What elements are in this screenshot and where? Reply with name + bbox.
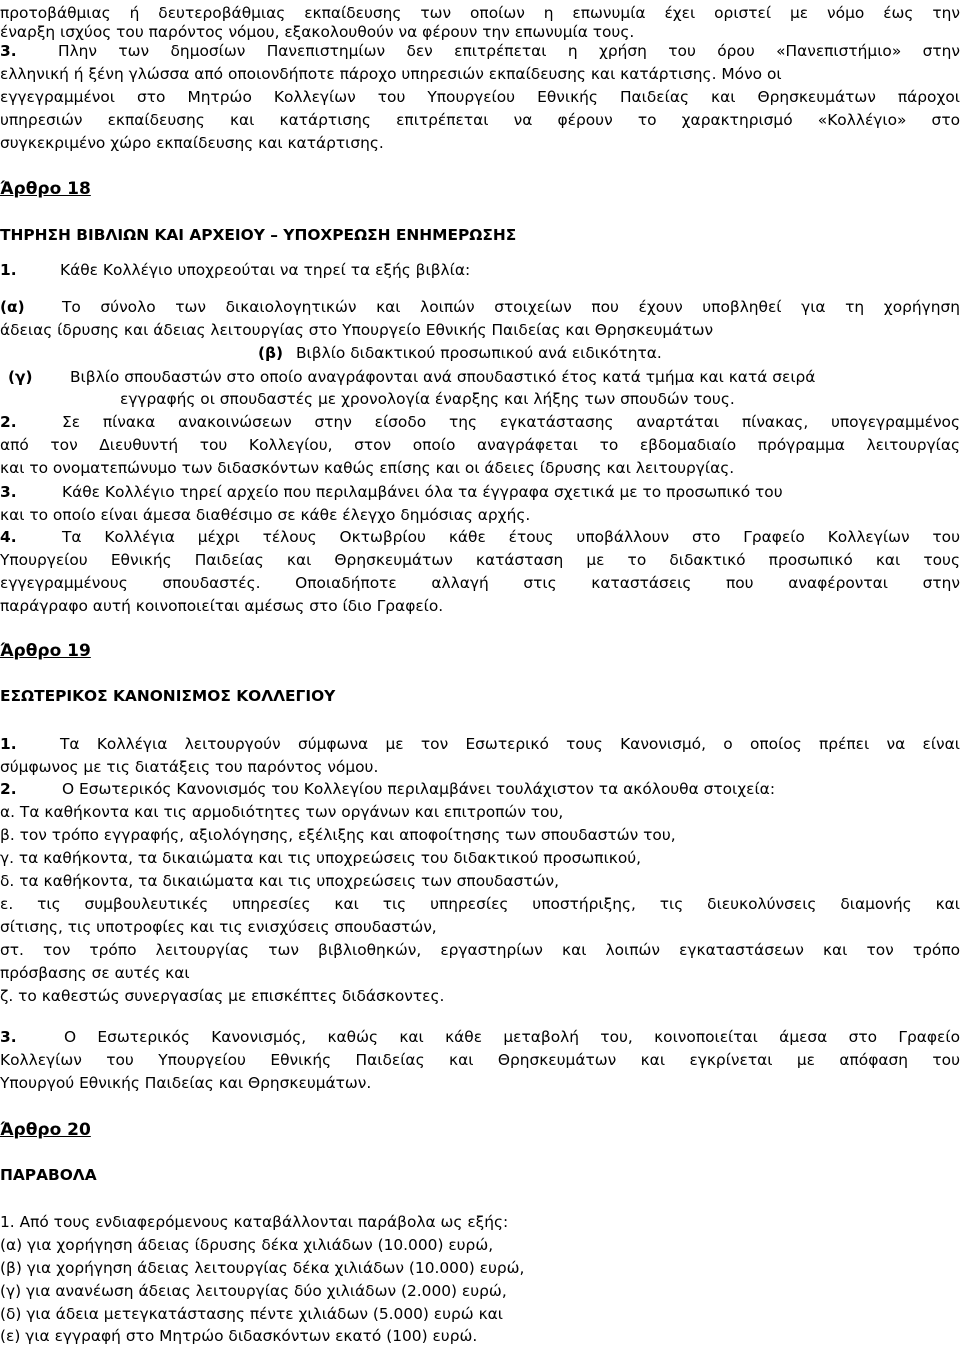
article-19-title: ΕΣΩΤΕΡΙΚΟΣ ΚΑΝΟΝΙΣΜΟΣ ΚΟΛΛΕΓΙΟΥ (0, 687, 336, 705)
paragraph-number: 3. (0, 1028, 17, 1046)
list-item: δ. τα καθήκοντα, τα δικαιώματα και τις υποχρεώσεις των σπουδαστών, (0, 872, 559, 890)
text-line: σύμφωνος με τις διατάξεις του παρόντος νόμου. (0, 758, 379, 776)
art19-paragraph-3 (0, 1026, 960, 1049)
list-item: (δ) για άδεια μετεγκατάστασης πέντε χιλιάδων (5.000) ευρώ και (0, 1305, 503, 1323)
art18-paragraph-2 (0, 411, 960, 434)
list-item: (ε) για εγγραφή στο Μητρώο διδασκόντων εκατό (100) ευρώ. (0, 1327, 478, 1345)
list-item: ε. τις συμβουλευτικές υπηρεσίες και τις υπηρεσίες υποστήριξης, τις διευκολύνσεις διαμονής και (0, 895, 960, 913)
art20-paragraph-1: 1. Από τους ενδιαφερόμενους καταβάλλονται παράβολα ως εξής: (0, 1213, 509, 1231)
text-line: παράγραφο αυτή κοινοποιείται αμέσως στο ίδιο Γραφείο. (0, 597, 444, 615)
article-18-heading: Άρθρο 18 (0, 179, 91, 199)
text-line: Υπουργείου Εθνικής Παιδείας και Θρησκευμάτων κατάσταση με το διδακτικό προσωπικό και τους (0, 551, 960, 569)
paragraph-number: 1. (0, 261, 17, 279)
paragraph-number: 3. (0, 483, 17, 501)
paragraph-number: 1. (0, 735, 17, 753)
text-line: και το ονοματεπώνυμο των διδασκόντων καθώς επίσης και οι άδειες ίδρυσης και λειτουργίας. (0, 459, 735, 477)
text-line: συγκεκριμένο χώρο εκπαίδευσης και κατάρτισης. (0, 134, 384, 152)
paragraph-number: 2. (0, 413, 17, 431)
art18-item-c (8, 366, 960, 389)
text-line: πρόσβασης σε αυτές και (0, 964, 190, 982)
text-line: και το οποίο είναι άμεσα διαθέσιμο σε κάθε έλεγχο δημόσιας αρχής. (0, 506, 531, 524)
art18-item-b (258, 342, 960, 365)
list-item: α. Τα καθήκοντα και τις αρμοδιότητες των οργάνων και επιτροπών του, (0, 803, 564, 821)
text-line: εγγεγραμμένοι στο Μητρώο Κολλεγίων του Υπουργείου Εθνικής Παιδείας και Θρησκευμάτων πάροχοι (0, 88, 960, 106)
list-item: στ. τον τρόπο λειτουργίας των βιβλιοθηκών, εργαστηρίων και λοιπών εγκαταστάσεων και τον τρόπο (0, 941, 960, 959)
list-item: γ. τα καθήκοντα, τα δικαιώματα και τις υποχρεώσεις του διδακτικού προσωπικού, (0, 849, 642, 867)
art19-paragraph-2 (0, 778, 960, 801)
art18-paragraph-1 (0, 259, 960, 282)
paragraph-3-line (0, 40, 960, 63)
item-label: (β) (258, 344, 284, 362)
text: Κάθε Κολλέγιο τηρεί αρχείο που περιλαμβάνει όλα τα έγγραφα σχετικά με το προσωπικό του (62, 483, 783, 501)
art18-paragraph-4 (0, 526, 960, 549)
list-item: ζ. το καθεστώς συνεργασίας με επισκέπτες διδάσκοντες. (0, 987, 445, 1005)
text-line: ελληνική ή ξένη γλώσσα από οποιονδήποτε πάροχο υπηρεσιών εκπαίδευσης και κατάρτισης. Μόνο οι (0, 65, 782, 83)
text: Πλην των δημοσίων Πανεπιστημίων δεν επιτρέπεται η χρήση του όρου «Πανεπιστήμιο» στην (58, 42, 960, 60)
text: Ο Εσωτερικός Κανονισμός του Κολλεγίου περιλαμβάνει τουλάχιστον τα ακόλουθα στοιχεία: (62, 780, 776, 798)
text: Βιβλίο διδακτικού προσωπικού ανά ειδικότητα. (296, 344, 662, 362)
art18-paragraph-3 (0, 481, 960, 504)
text: Βιβλίο σπουδαστών στο οποίο αναγράφονται ανά σπουδαστικό έτος κατά τμήμα και κατά σειρά (70, 368, 816, 386)
text: Σε πίνακα ανακοινώσεων στην είσοδο της εγκατάστασης αναρτάται πίνακας, υπογεγραμμένος (62, 413, 960, 431)
list-item: (γ) για ανανέωση άδειας λειτουργίας δύο χιλιάδων (2.000) ευρώ, (0, 1282, 507, 1300)
text-line: από τον Διευθυντή του Κολλεγίου, στον οποίο αναγράφεται το εβδομαδιαίο πρόγραμμα λειτουργίας (0, 436, 960, 454)
list-item: (α) για χορήγηση άδειας ίδρυσης δέκα χιλιάδων (10.000) ευρώ, (0, 1236, 494, 1254)
article-19-heading: Άρθρο 19 (0, 641, 91, 661)
text-line: εγγραφής οι σπουδαστές με χρονολογία έναρξης και λήξης των σπουδών τους. (120, 390, 735, 408)
text-line: Κολλεγίων του Υπουργείου Εθνικής Παιδείας και Θρησκευμάτων και εγκρίνεται με απόφαση του (0, 1051, 960, 1069)
text-line: Υπουργού Εθνικής Παιδείας και Θρησκευμάτων. (0, 1074, 372, 1092)
text: Τα Κολλέγια μέχρι τέλους Οκτωβρίου κάθε έτους υποβάλλουν στο Γραφείο Κολλεγίων του (62, 528, 960, 546)
text-line: άδειας ίδρυσης και άδειας λειτουργίας στο Υπουργείο Εθνικής Παιδείας και Θρησκευμάτων (0, 321, 714, 339)
text: Ο Εσωτερικός Κανονισμός, καθώς και κάθε μεταβολή του, κοινοποιείται άμεσα στο Γραφείο (64, 1028, 960, 1046)
text: Το σύνολο των δικαιολογητικών και λοιπών στοιχείων που έχουν υποβληθεί για τη χορήγηση (62, 298, 960, 316)
text: Κάθε Κολλέγιο υποχρεούται να τηρεί τα εξής βιβλία: (60, 261, 471, 279)
text-line: προτοβάθμιας ή δευτεροβάθμιας εκπαίδευσης των οποίων η επωνυμία έχει οριστεί με νόμο έως την (0, 4, 960, 22)
article-18-title: ΤΗΡΗΣΗ ΒΙΒΛΙΩΝ ΚΑΙ ΑΡΧΕΙΟΥ – ΥΠΟΧΡΕΩΣΗ ΕΝΗΜΕΡΩΣΗΣ (0, 226, 517, 244)
paragraph-number: 3. (0, 42, 17, 60)
list-item: β. τον τρόπο εγγραφής, αξιολόγησης, εξέλιξης και αποφοίτησης των σπουδαστών του, (0, 826, 676, 844)
text-line: σίτισης, τις υποτροφίες και τις ενισχύσεις σπουδαστών, (0, 918, 437, 936)
art18-item-a-line (0, 296, 960, 319)
text: Τα Κολλέγια λειτουργούν σύμφωνα με τον Εσωτερικό τους Κανονισμό, ο οποίος πρέπει να είναι (60, 735, 960, 753)
text-line: εγγεγραμμένους σπουδαστές. Οποιαδήποτε αλλαγή στις καταστάσεις που αναφέρονται στην (0, 574, 960, 592)
paragraph-number: 2. (0, 780, 17, 798)
art19-paragraph-1 (0, 733, 960, 756)
list-item: (β) για χορήγηση άδειας λειτουργίας δέκα χιλιάδων (10.000) ευρώ, (0, 1259, 525, 1277)
item-label: (γ) (8, 368, 33, 386)
article-20-heading: Άρθρο 20 (0, 1120, 91, 1140)
paragraph-number: 4. (0, 528, 17, 546)
text-line: υπηρεσιών εκπαίδευσης και κατάρτισης επιτρέπεται να φέρουν το χαρακτηρισμό «Κολλέγιο» στο (0, 111, 960, 129)
article-20-title: ΠΑΡΑΒΟΛΑ (0, 1166, 97, 1184)
text-line: έναρξη ισχύος του παρόντος νόμου, εξακολουθούν να φέρουν την επωνυμία τους. (0, 23, 635, 41)
item-label: (α) (0, 298, 25, 316)
